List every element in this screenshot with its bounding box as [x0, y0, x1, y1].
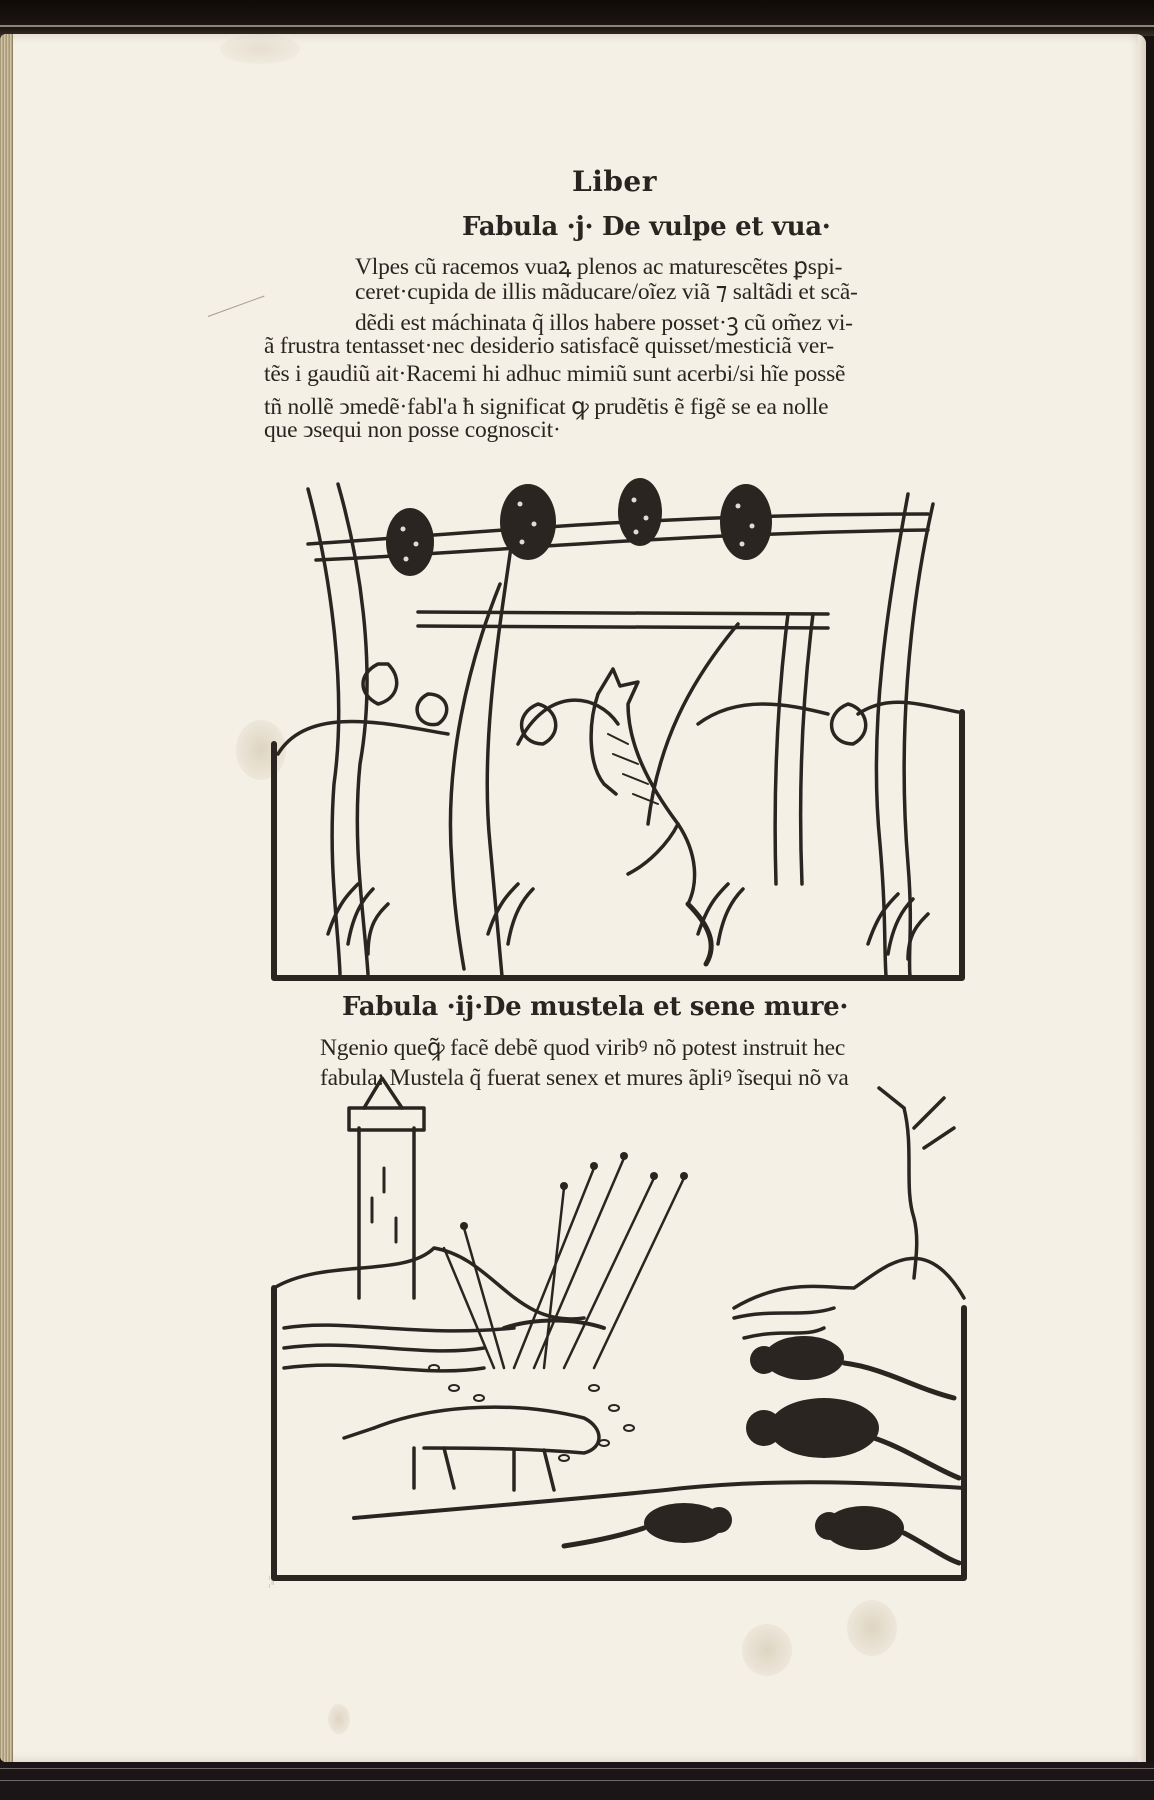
fable-heading: Fabula ·j· De vulpe et vua· [462, 212, 831, 242]
marginal-pen-stroke [208, 296, 265, 317]
foxing-stain [328, 1704, 350, 1734]
cover-bottom-rule [0, 1768, 1154, 1769]
foxing-stain [220, 34, 300, 64]
gilt-page-edge [0, 34, 13, 1762]
bleed-through-mark: ¦ǁ [268, 1574, 275, 1589]
fable-text-line: dẽdi est máchinata q̃ illos habere posset·ꝫ cũ om̃ez vi- [355, 310, 853, 336]
book-cover-bottom [0, 1762, 1154, 1800]
running-head: Liber [572, 165, 657, 198]
woodcut-weasel-and-mice [264, 1068, 974, 1588]
fable-text-line: fabula: Mustela q̃ fuerat senex et mures ãpliꝰ ĩsequi nõ va [320, 1065, 849, 1091]
fable-text-line: tñ nollẽ ↄmedẽ·fabl'a ħ significat ꝙ prudẽtis ẽ figẽ se ea nolle [264, 394, 829, 420]
fable-heading: Fabula ·ij·De mustela et sene mure· [342, 992, 849, 1022]
fable-text-line: que ↄsequi non posse cognoscit· [264, 417, 561, 443]
fable-text-line: Ngenio queꝙ̃ facẽ debẽ quod viribꝰ nõ potest instruit hec [320, 1035, 846, 1061]
fable-text-line: tẽs i gaudiũ ait·Racemi hi adhuc mimiũ sunt acerbi/si hĩe possẽ [264, 361, 846, 387]
page-right-edge [1138, 34, 1146, 1762]
foxing-stain [847, 1600, 897, 1656]
fable-text-line: ceret·cupida de illis mãducare/oĩez viã ⁊ saltãdi et scã- [355, 279, 858, 305]
cover-top-rule [0, 25, 1154, 27]
fable-text-line: Vlpes cũ racemos vuaꝝ plenos ac maturescẽtes ꝑspi- [355, 254, 843, 280]
cover-bottom-rule [0, 1780, 1154, 1781]
fable-text-line: ã frustra tentasset·nec desiderio satisfacẽ quisset/mesticiã ver- [264, 333, 834, 359]
foxing-stain [742, 1624, 792, 1676]
book-cover-top [0, 0, 1154, 36]
book-page [0, 34, 1146, 1762]
woodcut-fox-and-grapes [268, 464, 968, 986]
